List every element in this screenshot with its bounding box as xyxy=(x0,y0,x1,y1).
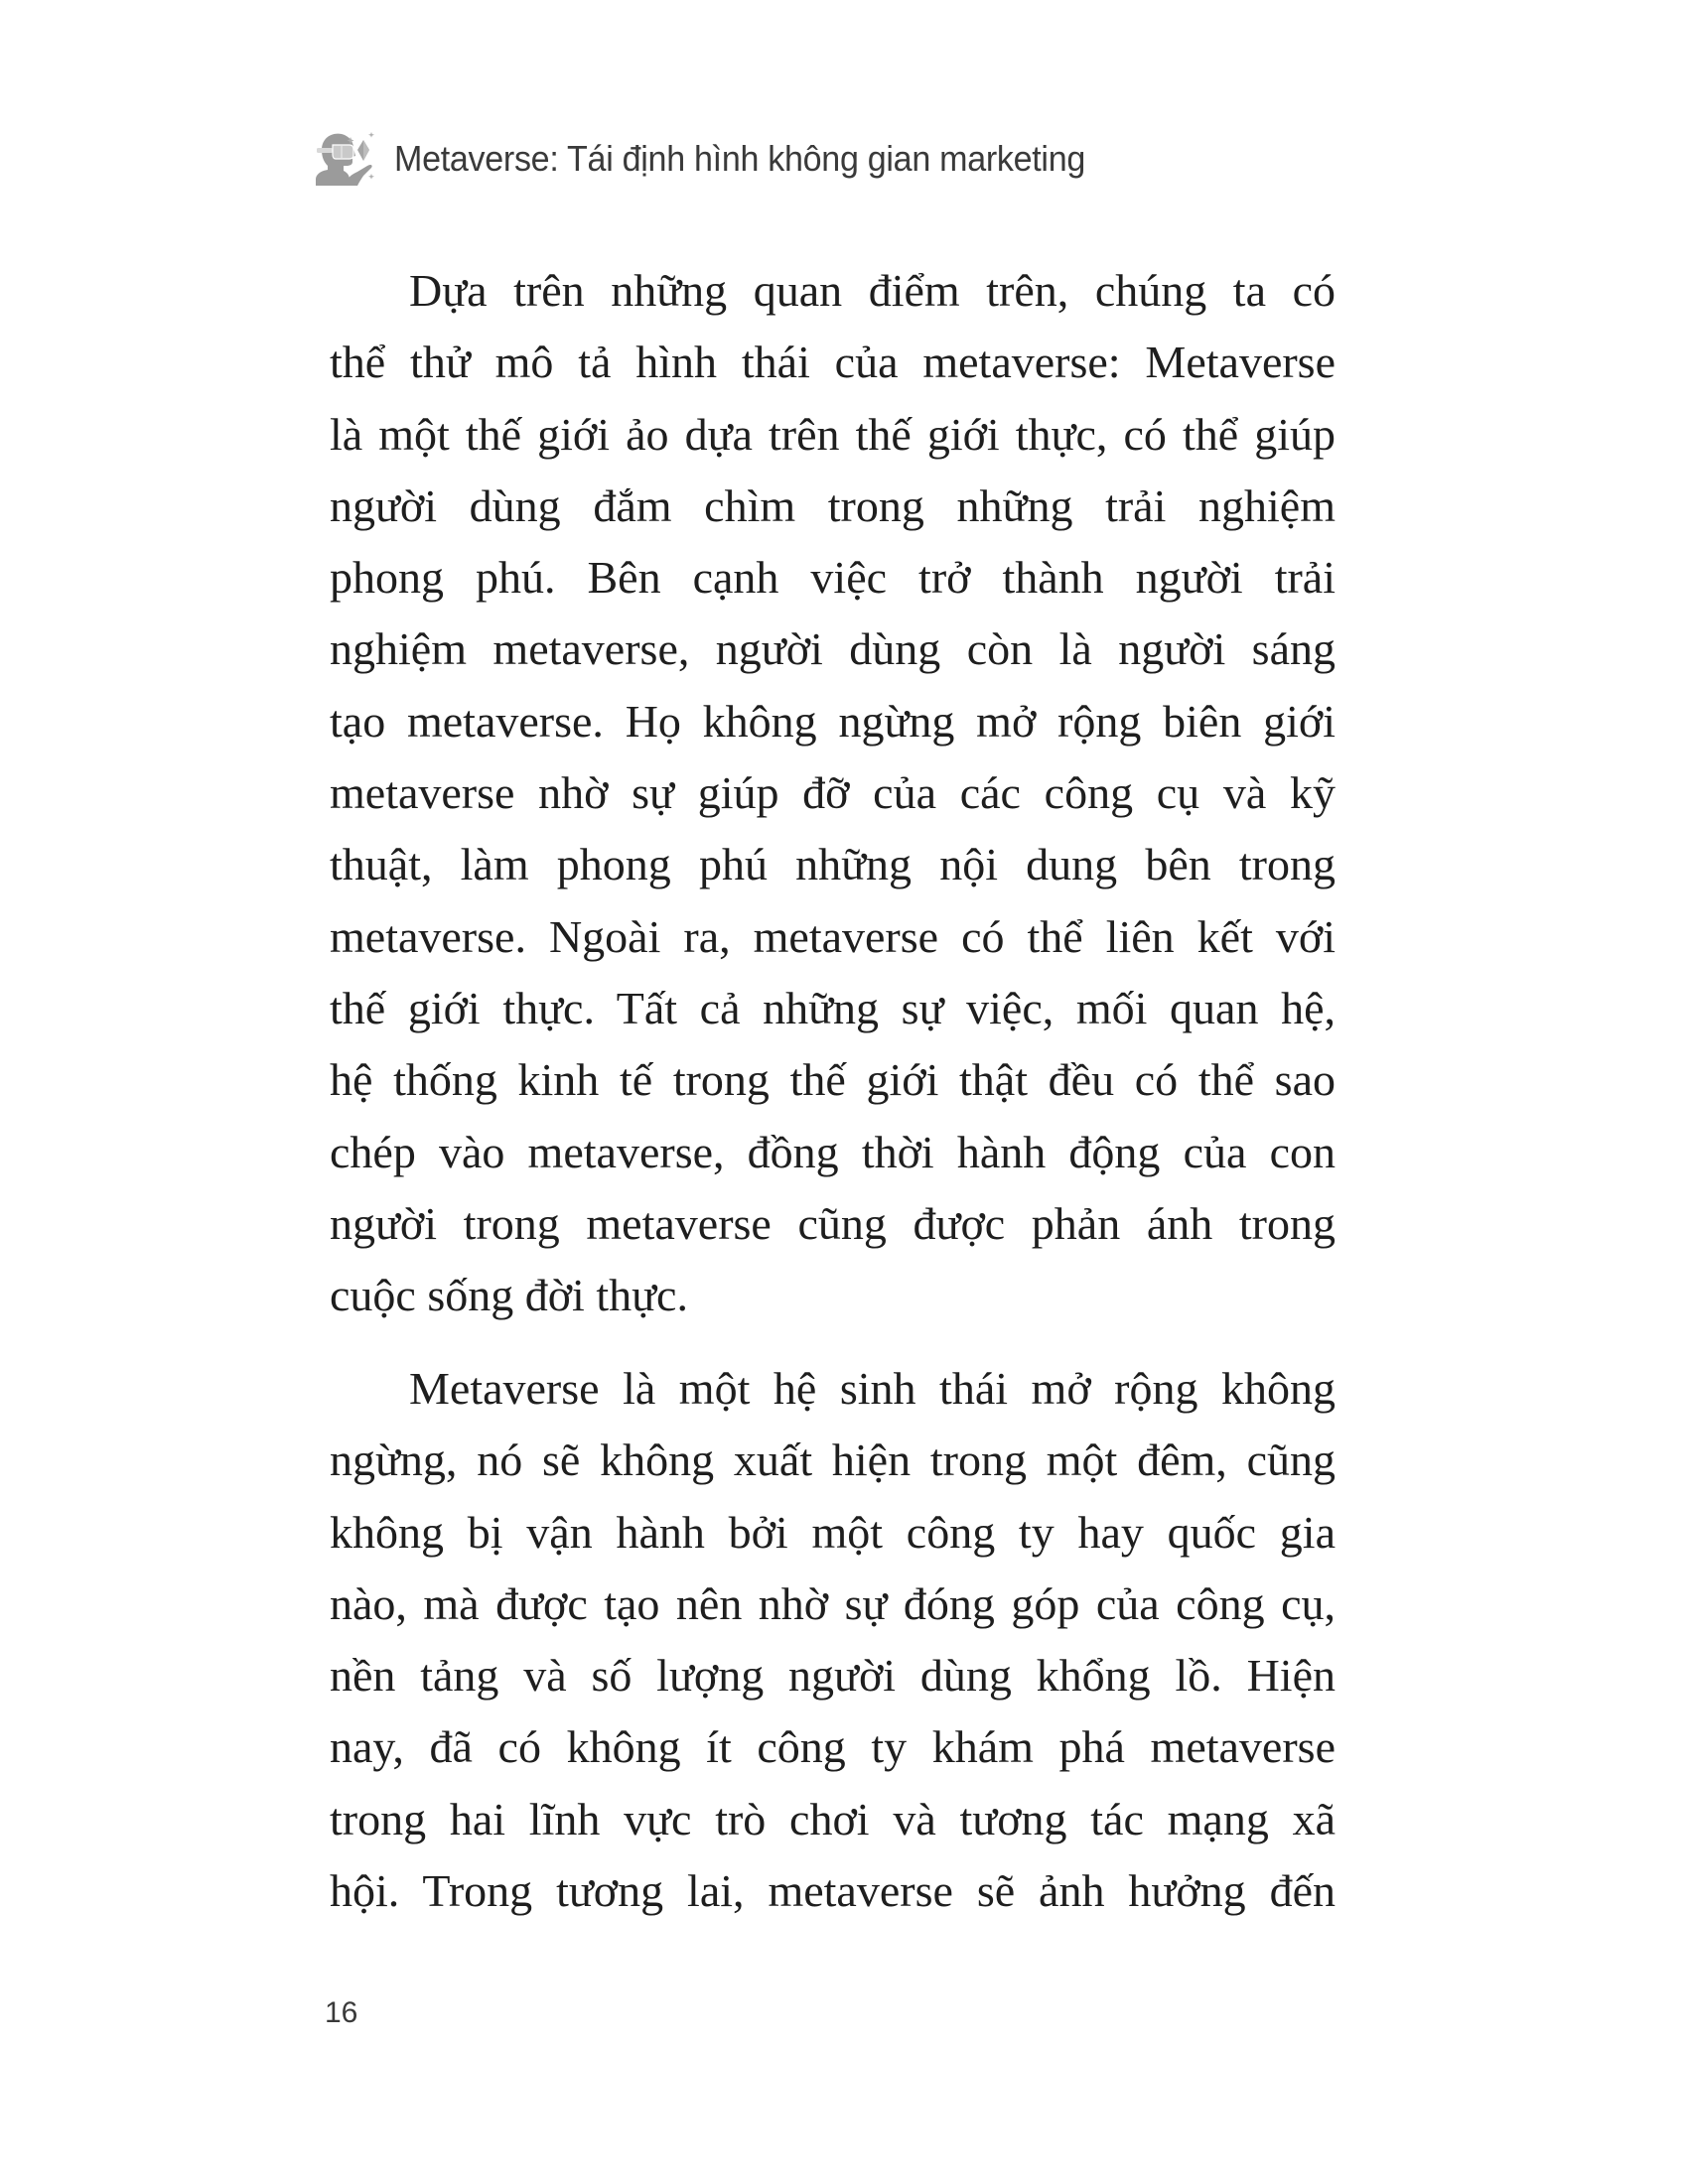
text-line: hội. Trong tương lai, metaverse sẽ ảnh hưởng đến xyxy=(330,1865,1336,1917)
text-line: hệ thống kinh tế trong thế giới thật đều có thể sao xyxy=(330,1054,1336,1106)
text-line: cuộc sống đời thực. xyxy=(330,1270,688,1321)
text-line: nay, đã có không ít công ty khám phá metaverse xyxy=(330,1721,1336,1773)
text-line: người trong metaverse cũng được phản ánh trong xyxy=(330,1197,1336,1249)
text-line: tạo metaverse. Họ không ngừng mở rộng biên giới xyxy=(330,695,1336,747)
running-head-title: Metaverse: Tái định hình không gian marketing xyxy=(394,138,1085,179)
running-head xyxy=(314,130,1108,186)
text-line: Dựa trên những quan điểm trên, chúng ta có xyxy=(409,265,1336,316)
text-line: nghiệm metaverse, người dùng còn là người sáng xyxy=(330,623,1336,675)
text-line: ngừng, nó sẽ không xuất hiện trong một đêm, cũng xyxy=(330,1434,1336,1486)
text-line: là một thế giới ảo dựa trên thế giới thực, có thể giúp xyxy=(330,408,1336,460)
paragraph-2 xyxy=(330,1353,1336,1927)
text-line: thế giới thực. Tất cả những sự việc, mối quan hệ, xyxy=(330,982,1336,1033)
text-line: nào, mà được tạo nên nhờ sự đóng góp của công cụ, xyxy=(330,1577,1336,1629)
text-line: thể thử mô tả hình thái của metaverse: Metaverse xyxy=(330,337,1336,388)
text-line: trong hai lĩnh vực trò chơi và tương tác mạng xã xyxy=(330,1793,1336,1844)
text-line: metaverse nhờ sự giúp đỡ của các công cụ và kỹ xyxy=(330,767,1336,819)
text-line: người dùng đắm chìm trong những trải nghiệm xyxy=(330,479,1336,531)
page-number: 16 xyxy=(325,1996,358,2029)
text-line: không bị vận hành bởi một công ty hay quốc gia xyxy=(330,1506,1336,1558)
text-line: phong phú. Bên cạnh việc trở thành người trải xyxy=(330,552,1336,604)
text-line: Metaverse là một hệ sinh thái mở rộng không xyxy=(409,1363,1336,1414)
paragraph-1 xyxy=(330,255,1336,1331)
text-line: chép vào metaverse, đồng thời hành động của con xyxy=(330,1126,1336,1177)
vr-headset-person-icon xyxy=(314,130,377,186)
text-line: metaverse. Ngoài ra, metaverse có thể liên kết với xyxy=(330,910,1336,962)
text-line: thuật, làm phong phú những nội dung bên trong xyxy=(330,839,1336,890)
text-line: nền tảng và số lượng người dùng khổng lồ. Hiện xyxy=(330,1650,1336,1702)
